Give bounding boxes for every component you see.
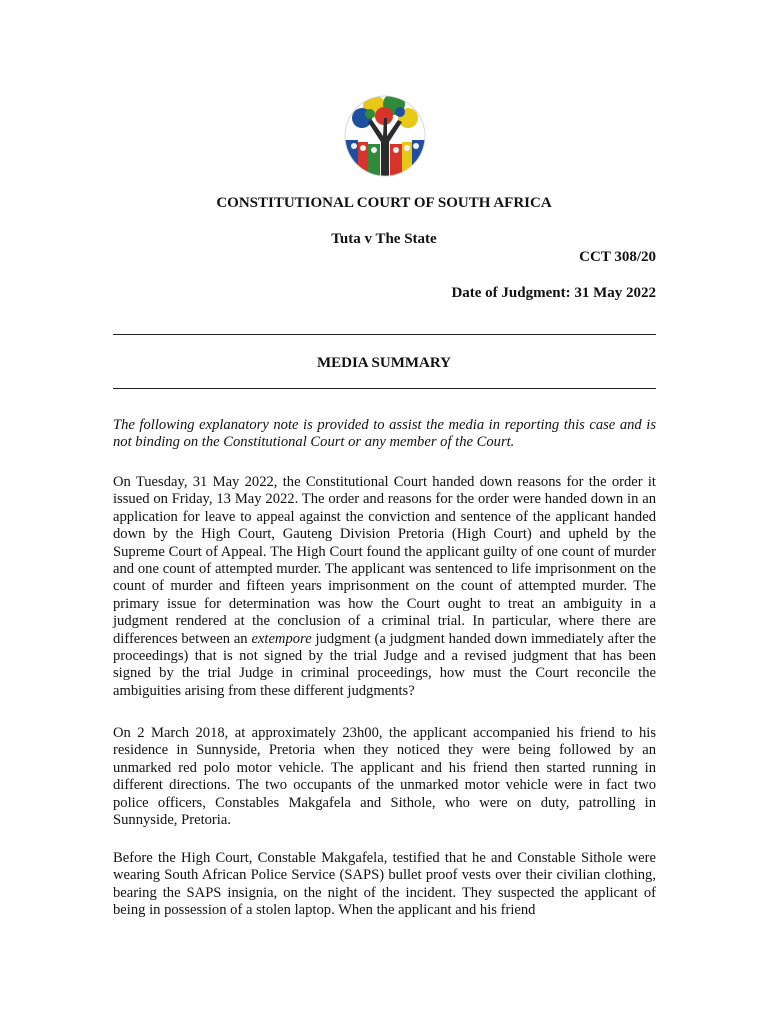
paragraph-1-text-a: On Tuesday, 31 May 2022, the Constitutional Court handed down reasons for the order it issued on Friday, 13 May 2022. The order and reasons for the order were handed down in an application for leave to appeal against the conviction and sentence of the applicant handed down by the High Court, Gauteng Division Pretoria (High Court) and upheld by the Supreme Court of Appeal. The High Court found the applicant guilty of one count of murder and one count of attempted murder. The applicant was sentenced to life imprisonment on the count of murder and fifteen years imprisonment on the count of attempted murder. The primary issue for determination was how the Court ought to treat an ambiguity in a judgment rendered at the conclusion of a criminal trial. In particular, where there are differences between an — [113, 474, 656, 647]
court-name: CONSTITUTIONAL COURT OF SOUTH AFRICA — [216, 195, 552, 211]
paragraph-1-emphasis: extempore — [251, 630, 312, 647]
paragraph-3: Before the High Court, Constable Makgafela, testified that he and Constable Sithole were wearing South African Police Service (SAPS) bullet proof vests over their civilian clothing, bearing the SAPS insignia, on the night of the incident. They suspected the applicant of being in possession of a stolen laptop. When the applicant and his friend — [113, 850, 656, 919]
media-summary-heading: MEDIA SUMMARY — [316, 355, 452, 371]
paragraph-2: On 2 March 2018, at approximately 23h00, the applicant accompanied his friend to his residence in Sunnyside, Pretoria when they noticed they were being followed by an unmarked red polo motor vehicle. The applicant and his friend then started running in different directions. The two occupants of the unmarked motor vehicle were in fact two police officers, Constables Makgafela and Sithole, who were on duty, patrolling in Sunnyside, Pretoria. — [113, 725, 656, 829]
paragraph-1 — [113, 474, 656, 700]
constitutional-court-tree-logo — [344, 92, 426, 180]
paragraph-1-text-b: judgment (a judgment handed down immediately after the proceedings) that is not signed by the trial Judge and a revised judgment that has been signed by the trial Judge in criminal proceedings, how must the Court reconcile the ambiguities arising from these different judgments? — [113, 630, 656, 699]
case-number: CCT 308/20 — [579, 249, 656, 265]
explanatory-note: The following explanatory note is provided to assist the media in reporting this case and is not binding on the Constitutional Court or any member of the Court. — [113, 417, 656, 451]
judgment-date: Date of Judgment: 31 May 2022 — [451, 285, 656, 301]
divider-bottom — [113, 388, 656, 389]
divider-top — [113, 334, 656, 335]
case-name: Tuta v The State — [331, 231, 437, 247]
